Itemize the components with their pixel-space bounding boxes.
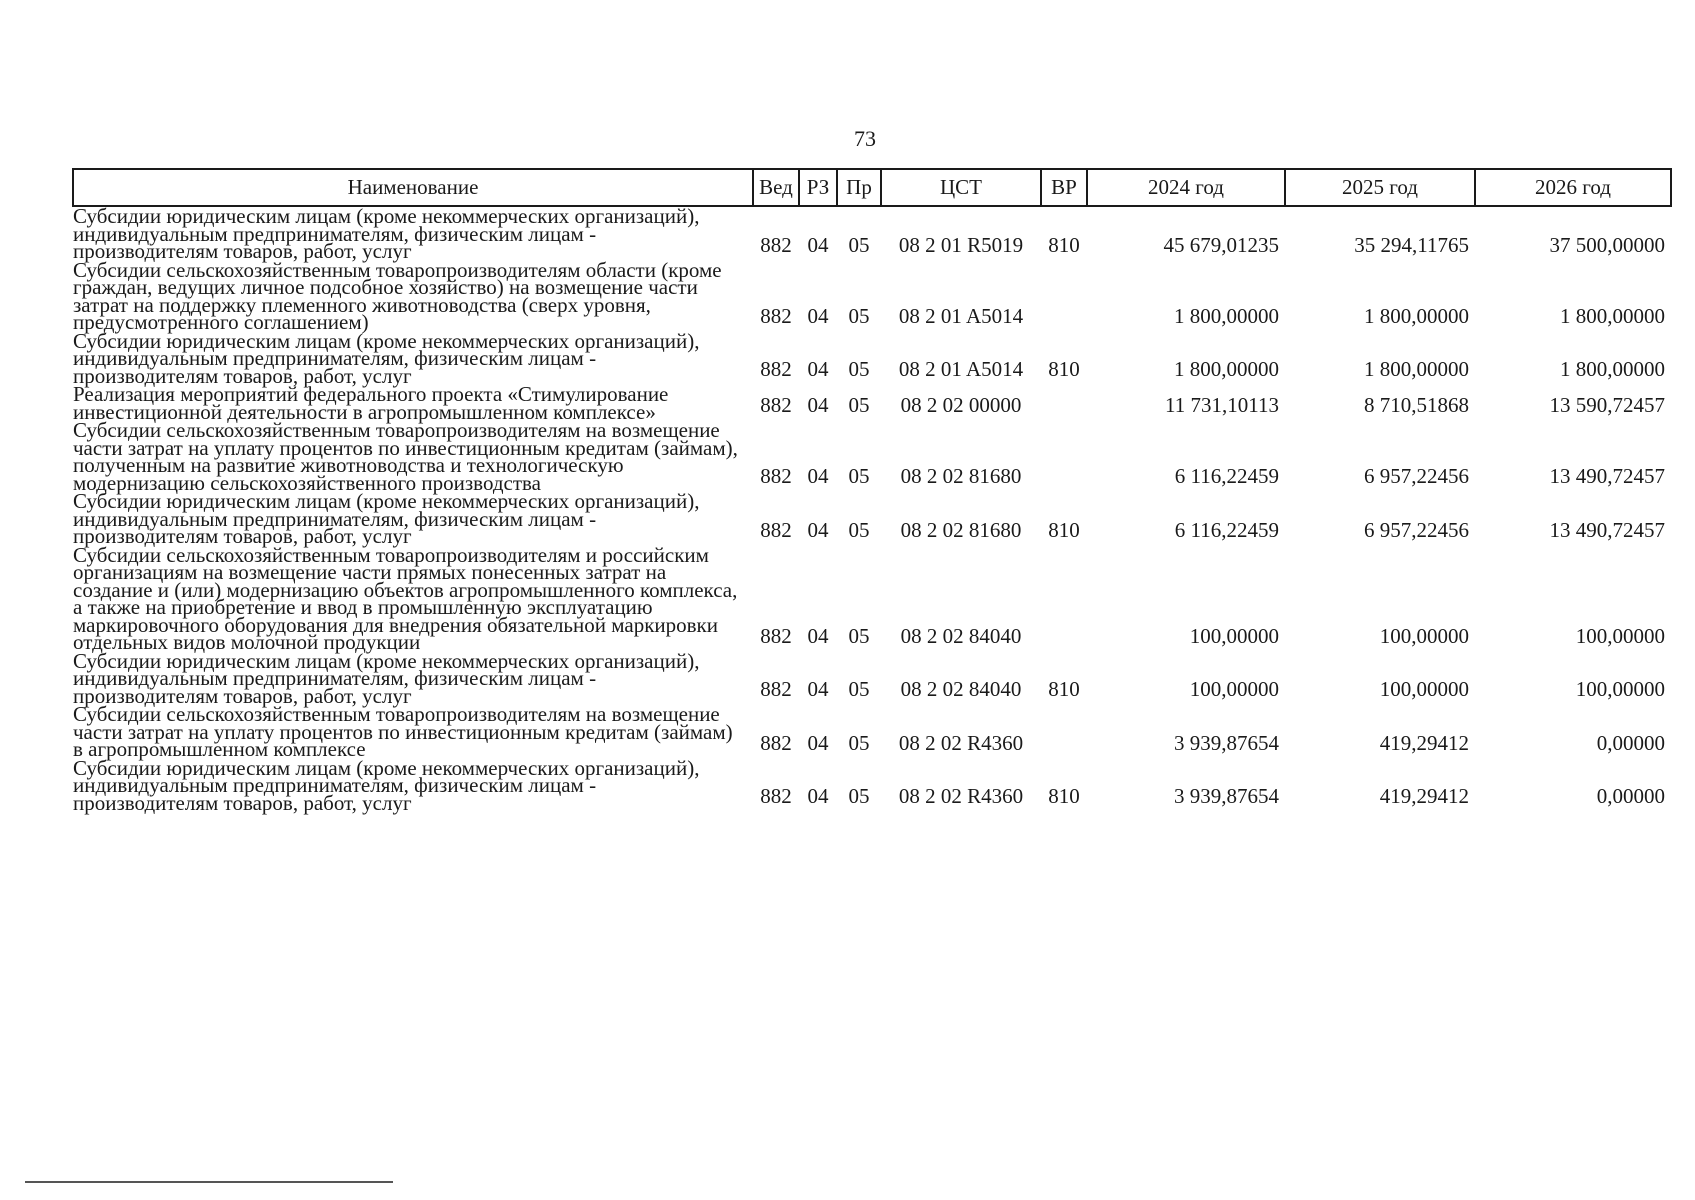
row-2025: 100,00000: [1379, 623, 1469, 648]
page-number: 73: [854, 126, 876, 151]
row-name: Субсидии юридическим лицам (кроме некоммерческих организаций), индивидуальным предпринимателям, физическим лицам - производителям товаров, работ, услуг: [73, 755, 700, 815]
row-2025: 100,00000: [1379, 677, 1469, 701]
row-vr: [1041, 421, 1087, 492]
row-2024: 6 116,22459: [1174, 517, 1279, 542]
row-ved: 882: [760, 784, 792, 808]
row-ved: 882: [760, 517, 792, 542]
row-2026: 13 490,72457: [1549, 464, 1665, 488]
row-cst: 08 2 01 A5014: [898, 357, 1024, 381]
table-row: [73, 206, 1671, 261]
row-rz: 04: [807, 784, 829, 808]
footer-divider: [25, 1181, 393, 1183]
row-2026: 37 500,00000: [1549, 232, 1665, 257]
row-rz: 04: [807, 677, 829, 701]
row-2026: 0,00000: [1596, 784, 1665, 808]
row-2026: 100,00000: [1575, 623, 1665, 648]
row-2025: 1 800,00000: [1364, 357, 1469, 381]
row-cst: 08 2 02 00000: [900, 393, 1022, 417]
table-row: [73, 261, 1671, 332]
row-2025: 419,29412: [1379, 784, 1469, 808]
row-name: Субсидии сельскохозяйственным товаропроизводителям и российским организациям на возмещение части прямых понесенных затрат на создание и (или) модернизацию объектов агропромышленного комплекса, а также на приобретение и ввод в промышленную эксплуатацию маркировочного оборудования для внедрения обязательной маркировки отдельных видов молочной продукции: [73, 542, 738, 654]
row-vr: [1041, 546, 1087, 652]
row-rz: 04: [807, 623, 829, 648]
row-rz: 04: [807, 464, 829, 488]
row-ved: 882: [760, 303, 792, 328]
table-header: [73, 169, 1671, 206]
row-rz: 04: [807, 517, 829, 542]
row-2025: 8 710,51868: [1364, 393, 1469, 417]
budget-table: [72, 168, 1672, 815]
row-2024: 100,00000: [1189, 677, 1279, 701]
row-2024: 100,00000: [1189, 623, 1279, 648]
row-pr: 05: [848, 784, 870, 808]
table-row: [73, 385, 1671, 421]
row-vr: 810: [1048, 357, 1080, 381]
row-2024: 45 679,01235: [1163, 232, 1279, 257]
row-rz: 04: [807, 303, 829, 328]
header-2026: 2026 год: [1475, 169, 1671, 206]
row-2024: 1 800,00000: [1174, 303, 1279, 328]
row-2026: 13 490,72457: [1549, 517, 1665, 542]
table-row: [73, 705, 1671, 759]
header-name: Наименование: [73, 169, 753, 206]
table-row: [73, 546, 1671, 652]
row-rz: 04: [807, 730, 829, 755]
row-name: Субсидии юридическим лицам (кроме некоммерческих организаций), индивидуальным предпринимателям, физическим лицам - производителям товаров, работ, услуг: [73, 204, 700, 263]
header-ved: Вед: [753, 169, 799, 206]
row-cst: 08 2 02 84040: [900, 623, 1022, 648]
row-name: Реализация мероприятий федерального проекта «Стимулирование инвестиционной деятельности в агропромышленном комплексе»: [73, 382, 669, 424]
row-pr: 05: [848, 677, 870, 701]
row-pr: 05: [848, 464, 870, 488]
row-cst: 08 2 02 84040: [900, 677, 1022, 701]
row-vr: [1041, 705, 1087, 759]
row-vr: [1041, 261, 1087, 332]
row-pr: 05: [848, 393, 870, 417]
row-cst: 08 2 01 A5014: [898, 303, 1024, 328]
row-2024: 11 731,10113: [1165, 393, 1279, 417]
row-2024: 3 939,87654: [1174, 784, 1279, 808]
header-pr: Пр: [837, 169, 881, 206]
row-vr: 810: [1048, 784, 1080, 808]
row-2024: 6 116,22459: [1174, 464, 1279, 488]
row-name: Субсидии юридическим лицам (кроме некоммерческих организаций), индивидуальным предпринимателям, физическим лицам - производителям товаров, работ, услуг: [73, 489, 700, 548]
row-ved: 882: [760, 730, 792, 755]
row-cst: 08 2 02 81680: [900, 517, 1022, 542]
row-pr: 05: [848, 730, 870, 755]
row-name: Субсидии юридическим лицам (кроме некоммерческих организаций), индивидуальным предпринимателям, физическим лицам - производителям товаров, работ, услуг: [73, 328, 700, 388]
row-2025: 419,29412: [1379, 730, 1469, 755]
row-ved: 882: [760, 623, 792, 648]
row-name: Субсидии сельскохозяйственным товаропроизводителям на возмещение части затрат на уплату процентов по инвестиционным кредитам (займам) в агропромышленном комплексе: [73, 702, 733, 761]
row-2026: 1 800,00000: [1560, 303, 1665, 328]
row-2026: 13 590,72457: [1549, 393, 1665, 417]
row-pr: 05: [848, 232, 870, 257]
row-2026: 100,00000: [1575, 677, 1665, 701]
row-ved: 882: [760, 393, 792, 417]
row-cst: 08 2 01 R5019: [898, 232, 1024, 257]
row-ved: 882: [760, 677, 792, 701]
row-ved: 882: [760, 464, 792, 488]
table-row: [73, 652, 1671, 706]
row-vr: 810: [1048, 677, 1080, 701]
row-ved: 882: [760, 357, 792, 381]
row-pr: 05: [848, 623, 870, 648]
row-rz: 04: [807, 357, 829, 381]
table-row: [73, 421, 1671, 492]
row-pr: 05: [848, 517, 870, 542]
row-2026: 0,00000: [1596, 730, 1665, 755]
row-cst: 08 2 02 81680: [900, 464, 1022, 488]
header-2024: 2024 год: [1087, 169, 1285, 206]
row-vr: 810: [1048, 232, 1080, 257]
row-cst: 08 2 02 R4360: [898, 730, 1024, 755]
row-name: Субсидии сельскохозяйственным товаропроизводителям области (кроме граждан, ведущих личное подсобное хозяйство) на возмещение части затрат на поддержку племенного животноводства (сверх уровня, предусмотренного соглашением): [73, 257, 722, 334]
row-vr: 810: [1048, 517, 1080, 542]
row-2025: 6 957,22456: [1364, 464, 1469, 488]
row-2025: 6 957,22456: [1364, 517, 1469, 542]
row-rz: 04: [807, 232, 829, 257]
table-row: [73, 492, 1671, 546]
row-name: Субсидии юридическим лицам (кроме некоммерческих организаций), индивидуальным предпринимателям, физическим лицам - производителям товаров, работ, услуг: [73, 648, 700, 708]
table-body: [73, 204, 1671, 815]
row-vr: [1041, 385, 1087, 421]
row-rz: 04: [807, 393, 829, 417]
row-2025: 35 294,11765: [1354, 232, 1469, 257]
row-2024: 3 939,87654: [1174, 730, 1279, 755]
header-vr: ВР: [1041, 169, 1087, 206]
header-2025: 2025 год: [1285, 169, 1475, 206]
row-pr: 05: [848, 357, 870, 381]
table-row: [73, 759, 1671, 813]
header-cst: ЦСТ: [881, 169, 1041, 206]
row-2024: 1 800,00000: [1174, 357, 1279, 381]
row-name: Субсидии сельскохозяйственным товаропроизводителям на возмещение части затрат на уплату процентов по инвестиционным кредитам (займам), полученным на развитие животноводства и технологическую модернизацию сельскохозяйственного производства: [73, 418, 738, 495]
row-cst: 08 2 02 R4360: [898, 784, 1024, 808]
header-rz: РЗ: [799, 169, 837, 206]
table-row: [73, 332, 1671, 386]
row-2025: 1 800,00000: [1364, 303, 1469, 328]
row-2026: 1 800,00000: [1560, 357, 1665, 381]
row-pr: 05: [848, 303, 870, 328]
row-ved: 882: [760, 232, 792, 257]
header-row: [73, 169, 1671, 206]
